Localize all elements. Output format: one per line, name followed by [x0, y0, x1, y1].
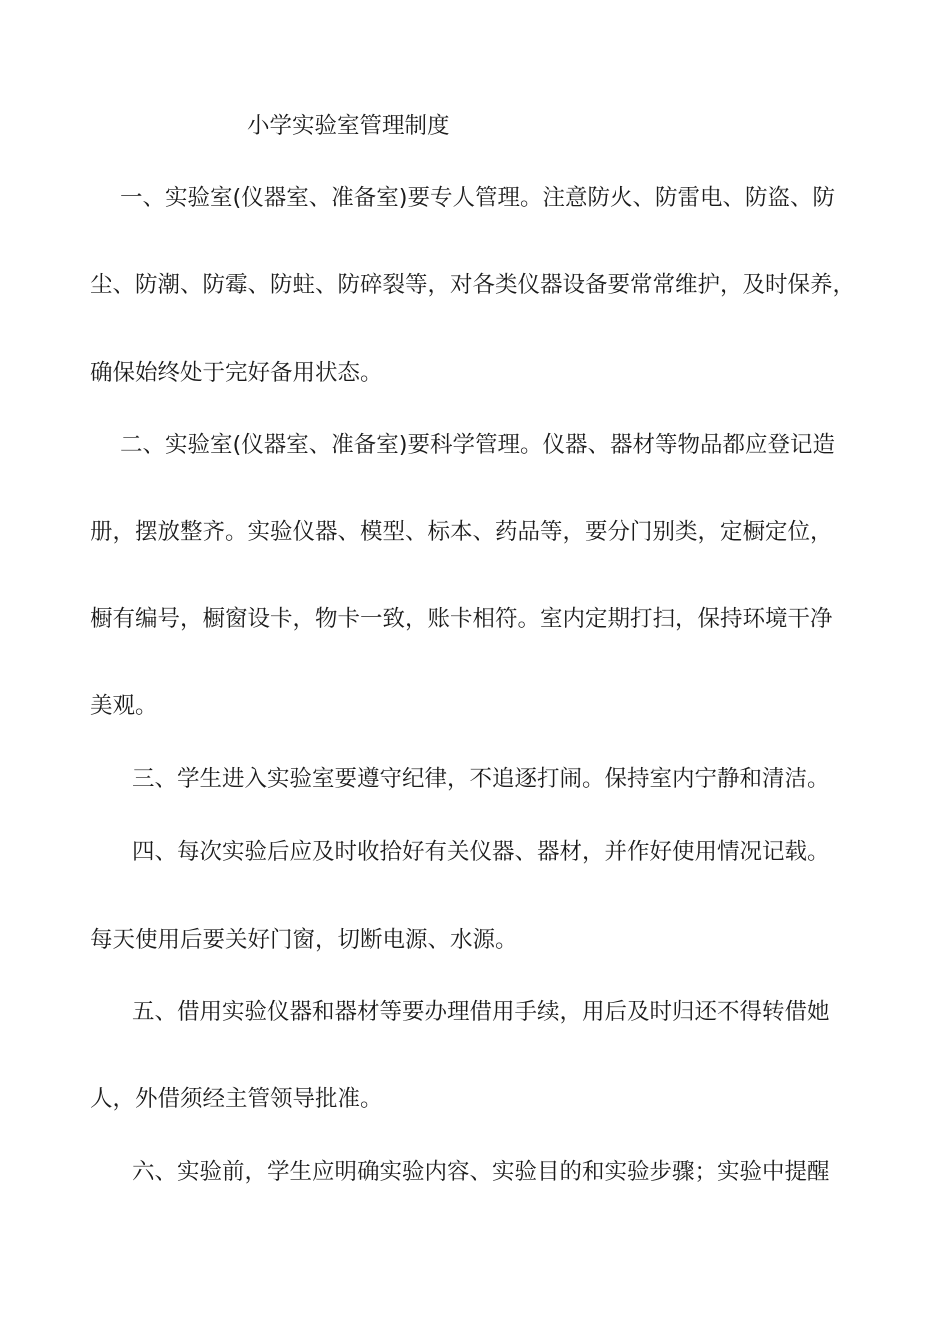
paragraph-3-line-1: 三、学生进入实验室要遵守纪律，不追逐打闹。保持室内宁静和清洁。 — [132, 766, 830, 792]
paragraph-4-line-2: 每天使用后要关好门窗，切断电源、水源。 — [90, 927, 518, 953]
paragraph-5-line-2: 人，外借须经主管领导批准。 — [90, 1086, 383, 1112]
paragraph-1-line-2: 尘、防潮、防霉、防蛀、防碎裂等，对各类仪器设备要常常维护，及时保养， — [90, 272, 856, 298]
paragraph-5-line-1: 五、借用实验仪器和器材等要办理借用手续，用后及时归还不得转借她 — [132, 999, 830, 1025]
paragraph-1-line-1: 一、实验室(仪器室、准备室)要专人管理。注意防火、防雷电、防盗、防 — [120, 185, 836, 211]
document-title: 小学实验室管理制度 — [247, 113, 450, 139]
paragraph-2-line-4: 美观。 — [90, 693, 158, 719]
paragraph-4-line-1: 四、每次实验后应及时收拾好有关仪器、器材，并作好使用情况记载。 — [132, 839, 830, 865]
paragraph-6-line-1: 六、实验前，学生应明确实验内容、实验目的和实验步骤；实验中提醒 — [132, 1159, 830, 1185]
paragraph-1-line-3: 确保始终处于完好备用状态。 — [90, 360, 383, 386]
paragraph-2-line-1: 二、实验室(仪器室、准备室)要科学管理。仪器、器材等物品都应登记造 — [120, 432, 836, 458]
paragraph-2-line-2: 册，摆放整齐。实验仪器、模型、标本、药品等，要分门别类，定橱定位， — [90, 519, 833, 545]
paragraph-2-line-3: 橱有编号，橱窗设卡，物卡一致，账卡相符。室内定期打扫，保持环境干净 — [90, 606, 833, 632]
